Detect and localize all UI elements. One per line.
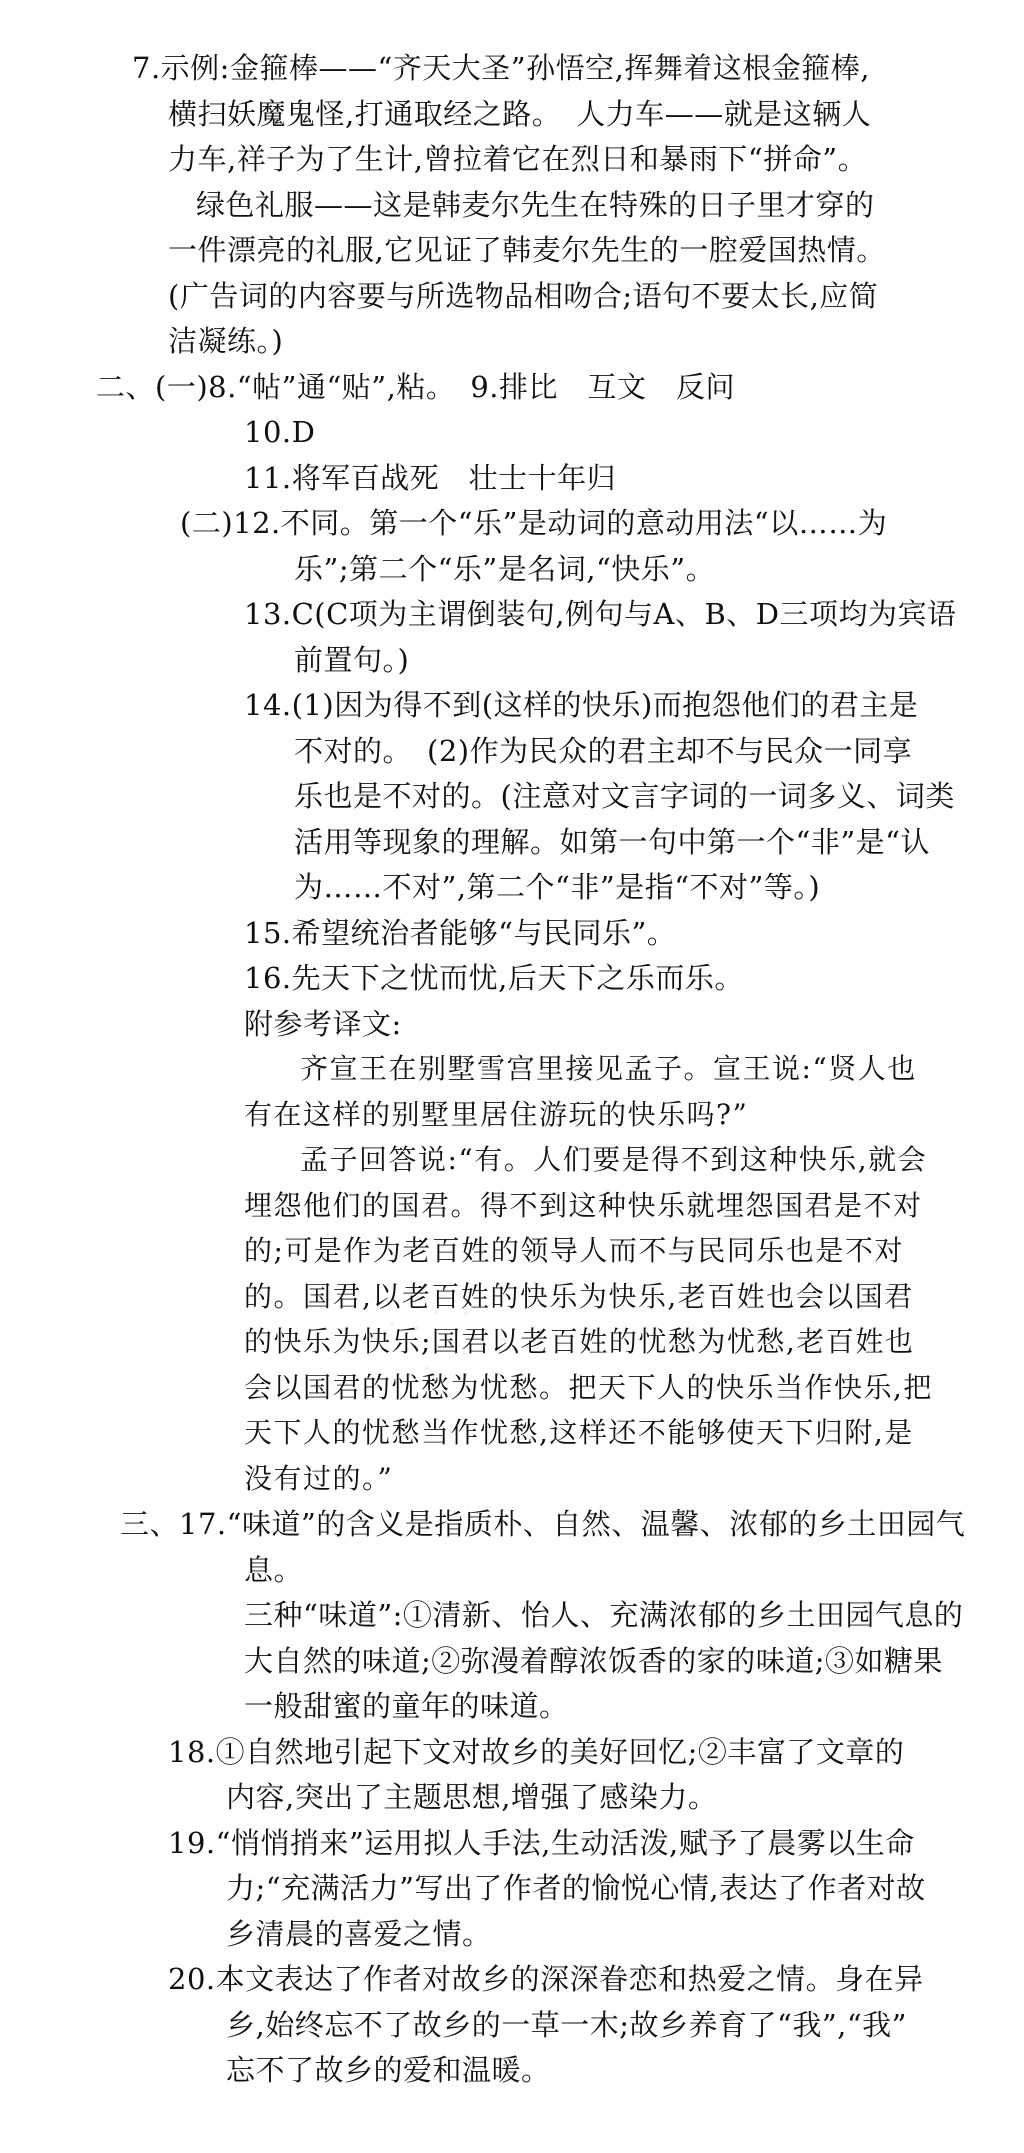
answer-17-line-1: 三、17.“味道”的含义是指质朴、自然、温馨、浓郁的乡土田园气 bbox=[120, 1507, 966, 1541]
answer-17-line-2: 息。 bbox=[244, 1552, 304, 1587]
translation-line-1: 齐宣王在别墅雪宫里接见孟子。宣王说:“贤人也 bbox=[300, 1052, 917, 1085]
answer-19-line-1: 19.“悄悄捎来”运用拟人手法,生动活泼,赋予了晨雾以生命 bbox=[168, 1825, 915, 1860]
answer-20-line-1: 20.本文表达了作者对故乡的深深眷恋和热爱之情。身在异 bbox=[168, 1962, 924, 1996]
section-2-heading-line: 二、(一)8.“帖”通“贴”,粘。 9.排比 互文 反问 bbox=[96, 369, 735, 404]
translation-line-10: 没有过的。” bbox=[244, 1461, 394, 1495]
answer-14-line-4: 活用等现象的理解。如第一句中第一个“非”是“认 bbox=[294, 824, 930, 859]
answer-12-line-2: 乐”;第二个“乐”是名词,“快乐”。 bbox=[294, 551, 716, 586]
answer-17-line-4: 大自然的味道;②弥漫着醇浓饭香的家的味道;③如糖果 bbox=[244, 1643, 944, 1678]
translation-line-9: 天下人的忧愁当作忧愁,这样还不能够使天下归附,是 bbox=[244, 1416, 914, 1449]
answer-11: 11.将军百战死 壮士十年归 bbox=[244, 460, 617, 495]
translation-line-2: 有在这样的别墅里居住游玩的快乐吗?” bbox=[244, 1097, 749, 1131]
answer-7-line-4: 绿色礼服——这是韩麦尔先生在特殊的日子里才穿的 bbox=[196, 187, 875, 222]
translation-line-6: 的。国君,以老百姓的快乐为快乐,老百姓也会以国君 bbox=[244, 1279, 914, 1313]
answer-20-line-3: 忘不了故乡的爱和温暖。 bbox=[226, 2053, 551, 2087]
answer-18-line-1: 18.①自然地引起下文对故乡的美好回忆;②丰富了文章的 bbox=[168, 1734, 905, 1769]
answer-19-line-2: 力;“充满活力”写出了作者的愉悦心情,表达了作者对故 bbox=[226, 1871, 926, 1905]
answer-7-line-1: 7.示例:金箍棒——“齐天大圣”孙悟空,挥舞着这根金箍棒, bbox=[132, 51, 871, 85]
answer-18-line-2: 内容,突出了主题思想,增强了感染力。 bbox=[226, 1780, 718, 1814]
answer-12-line-1: (二)12.不同。第一个“乐”是动词的意动用法“以……为 bbox=[180, 506, 888, 540]
answer-14-line-5: 为……不对”,第二个“非”是指“不对”等。) bbox=[294, 870, 821, 904]
answer-10: 10.D bbox=[244, 415, 316, 449]
translation-line-7: 的快乐为快乐;国君以老百姓的忧愁为忧愁,老百姓也 bbox=[244, 1325, 915, 1358]
answer-20-line-2: 乡,始终忘不了故乡的一草一木;故乡养育了“我”,“我” bbox=[226, 2007, 908, 2042]
answer-14-line-2: 不对的。 (2)作为民众的君主却不与民众一同享 bbox=[294, 733, 913, 768]
answer-15: 15.希望统治者能够“与民同乐”。 bbox=[244, 915, 677, 950]
answer-19-line-3: 乡清晨的喜爱之情。 bbox=[226, 1916, 492, 1951]
translation-heading: 附参考译文: bbox=[244, 1006, 402, 1041]
answer-7-line-2: 横扫妖魔鬼怪,打通取经之路。 人力车——就是这辆人 bbox=[168, 96, 872, 131]
translation-line-4: 埋怨他们的国君。得不到这种快乐就埋怨国君是不对 bbox=[244, 1188, 923, 1222]
answer-16: 16.先天下之忧而忧,后天下之乐而乐。 bbox=[244, 961, 744, 995]
translation-line-8: 会以国君的忧愁为忧愁。把天下人的快乐当作快乐,把 bbox=[244, 1370, 933, 1404]
answer-7-line-7: 洁凝练。) bbox=[168, 324, 284, 358]
answer-7-line-5: 一件漂亮的礼服,它见证了韩麦尔先生的一腔爱国热情。 bbox=[168, 233, 886, 267]
answer-13-line-2: 前置句。) bbox=[294, 642, 410, 677]
answer-7-line-6: (广告词的内容要与所选物品相吻合;语句不要太长,应简 bbox=[168, 278, 879, 313]
answer-14-line-1: 14.(1)因为得不到(这样的快乐)而抱怨他们的君主是 bbox=[244, 688, 919, 722]
answer-17-line-3: 三种“味道”:①清新、怡人、充满浓郁的乡土田园气息的 bbox=[244, 1598, 964, 1632]
answer-7-line-3: 力车,祥子为了生计,曾拉着它在烈日和暴雨下“拼命”。 bbox=[168, 142, 868, 176]
translation-line-5: 的;可是作为老百姓的领导人而不与民同乐也是不对 bbox=[244, 1234, 904, 1267]
answer-17-line-5: 一般甜蜜的童年的味道。 bbox=[244, 1689, 569, 1723]
answer-13-line-1: 13.C(C项为主谓倒装句,例句与A、B、D三项均为宾语 bbox=[244, 597, 957, 631]
translation-line-3: 孟子回答说:“有。人们要是得不到这种快乐,就会 bbox=[300, 1143, 928, 1176]
answer-14-line-3: 乐也是不对的。(注意对文言字词的一词多义、词类 bbox=[294, 779, 955, 813]
